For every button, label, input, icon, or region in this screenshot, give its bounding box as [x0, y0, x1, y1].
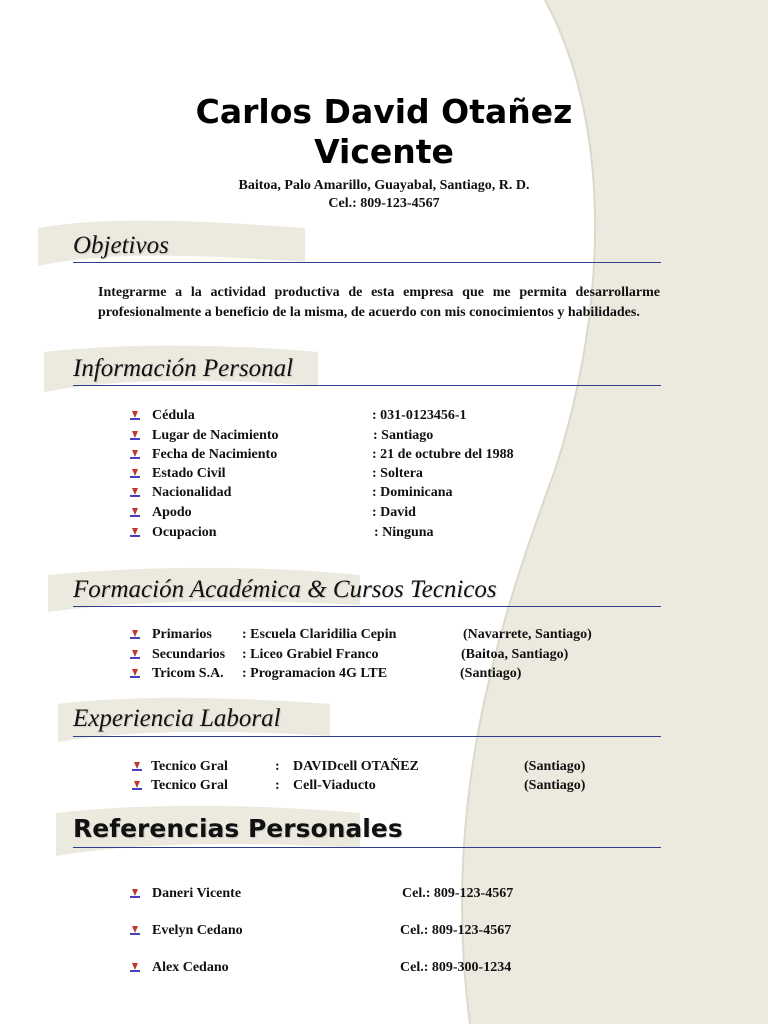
- personal-label: Lugar de Nacimiento: [152, 428, 279, 443]
- phone: Cel.: 809-123-4567: [328, 196, 440, 211]
- bullet-arrow-icon: [130, 488, 140, 500]
- personal-value: : 031-0123456-1: [372, 408, 467, 423]
- reference-phone: Cel.: 809-123-4567: [402, 886, 514, 901]
- personal-value: : Soltera: [372, 466, 423, 481]
- experience-company: Cell-Viaducto: [293, 778, 376, 793]
- reference-phone: Cel.: 809-300-1234: [400, 960, 512, 975]
- bullet-arrow-icon: [130, 926, 140, 938]
- reference-name: Alex Cedano: [152, 960, 229, 975]
- personal-value: : Santiago: [373, 428, 434, 443]
- personal-value: : David: [372, 505, 416, 520]
- bullet-arrow-icon: [130, 411, 140, 423]
- personal-value: : 21 de octubre del 1988: [372, 447, 514, 462]
- personal-label: Apodo: [152, 505, 192, 520]
- bullet-arrow-icon: [130, 630, 140, 642]
- personal-value: : Dominicana: [372, 485, 453, 500]
- section-title-experiencia: Experiencia Laboral: [73, 705, 281, 732]
- education-place: (Baitoa, Santiago): [461, 647, 569, 662]
- bullet-arrow-icon: [130, 469, 140, 481]
- bullet-arrow-icon: [130, 669, 140, 681]
- bullet-arrow-icon: [130, 650, 140, 662]
- experience-role: Tecnico Gral: [151, 778, 228, 793]
- education-place: (Navarrete, Santiago): [463, 627, 592, 642]
- experience-company: DAVIDcell OTAÑEZ: [293, 759, 419, 774]
- education-label: Primarios: [152, 627, 212, 642]
- education-value: : Escuela Claridilia Cepin: [242, 627, 397, 642]
- personal-label: Cédula: [152, 408, 195, 423]
- section-title-personal: Información Personal: [73, 355, 294, 382]
- section-divider: [73, 385, 661, 386]
- bullet-arrow-icon: [130, 963, 140, 975]
- section-divider: [73, 736, 661, 737]
- reference-name: Daneri Vicente: [152, 886, 242, 901]
- reference-phone: Cel.: 809-123-4567: [400, 923, 512, 938]
- personal-label: Fecha de Nacimiento: [152, 447, 278, 462]
- candidate-name: Carlos David Otañez Vicente: [195, 92, 573, 171]
- education-value: : Liceo Grabiel Franco: [242, 647, 379, 662]
- personal-label: Nacionalidad: [152, 485, 232, 500]
- education-label: Tricom S.A.: [152, 666, 224, 681]
- education-place: (Santiago): [460, 666, 522, 681]
- section-title-formacion: Formación Académica & Cursos Tecnicos: [73, 576, 497, 603]
- bullet-arrow-icon: [130, 508, 140, 520]
- personal-label: Ocupacion: [152, 525, 217, 540]
- bullet-arrow-icon: [132, 762, 142, 774]
- section-divider: [73, 606, 661, 607]
- section-divider: [73, 847, 661, 848]
- section-title-objetivos: Objetivos: [73, 232, 169, 259]
- bullet-arrow-icon: [130, 431, 140, 443]
- address: Baitoa, Palo Amarillo, Guayabal, Santiago, R. D.: [238, 178, 530, 193]
- experience-place: (Santiago): [524, 759, 586, 774]
- section-divider: [73, 262, 661, 263]
- objective-text: Integrarme a la actividad productiva de esta empresa que me permita desarrollarme profesionalmente a beneficio de la misma, de acuerdo con mis conocimientos y habilidades.: [98, 285, 660, 320]
- education-label: Secundarios: [152, 647, 226, 662]
- education-value: : Programacion 4G LTE: [242, 666, 388, 681]
- bullet-arrow-icon: [132, 781, 142, 793]
- personal-label: Estado Civil: [152, 466, 226, 481]
- bullet-arrow-icon: [130, 889, 140, 901]
- reference-name: Evelyn Cedano: [152, 923, 243, 938]
- bullet-arrow-icon: [130, 450, 140, 462]
- experience-place: (Santiago): [524, 778, 586, 793]
- experience-separator: :: [275, 778, 280, 793]
- personal-value: : Ninguna: [374, 525, 434, 540]
- bullet-arrow-icon: [130, 528, 140, 540]
- experience-role: Tecnico Gral: [151, 759, 228, 774]
- experience-separator: :: [275, 759, 280, 774]
- section-title-referencias: Referencias Personales: [73, 814, 403, 843]
